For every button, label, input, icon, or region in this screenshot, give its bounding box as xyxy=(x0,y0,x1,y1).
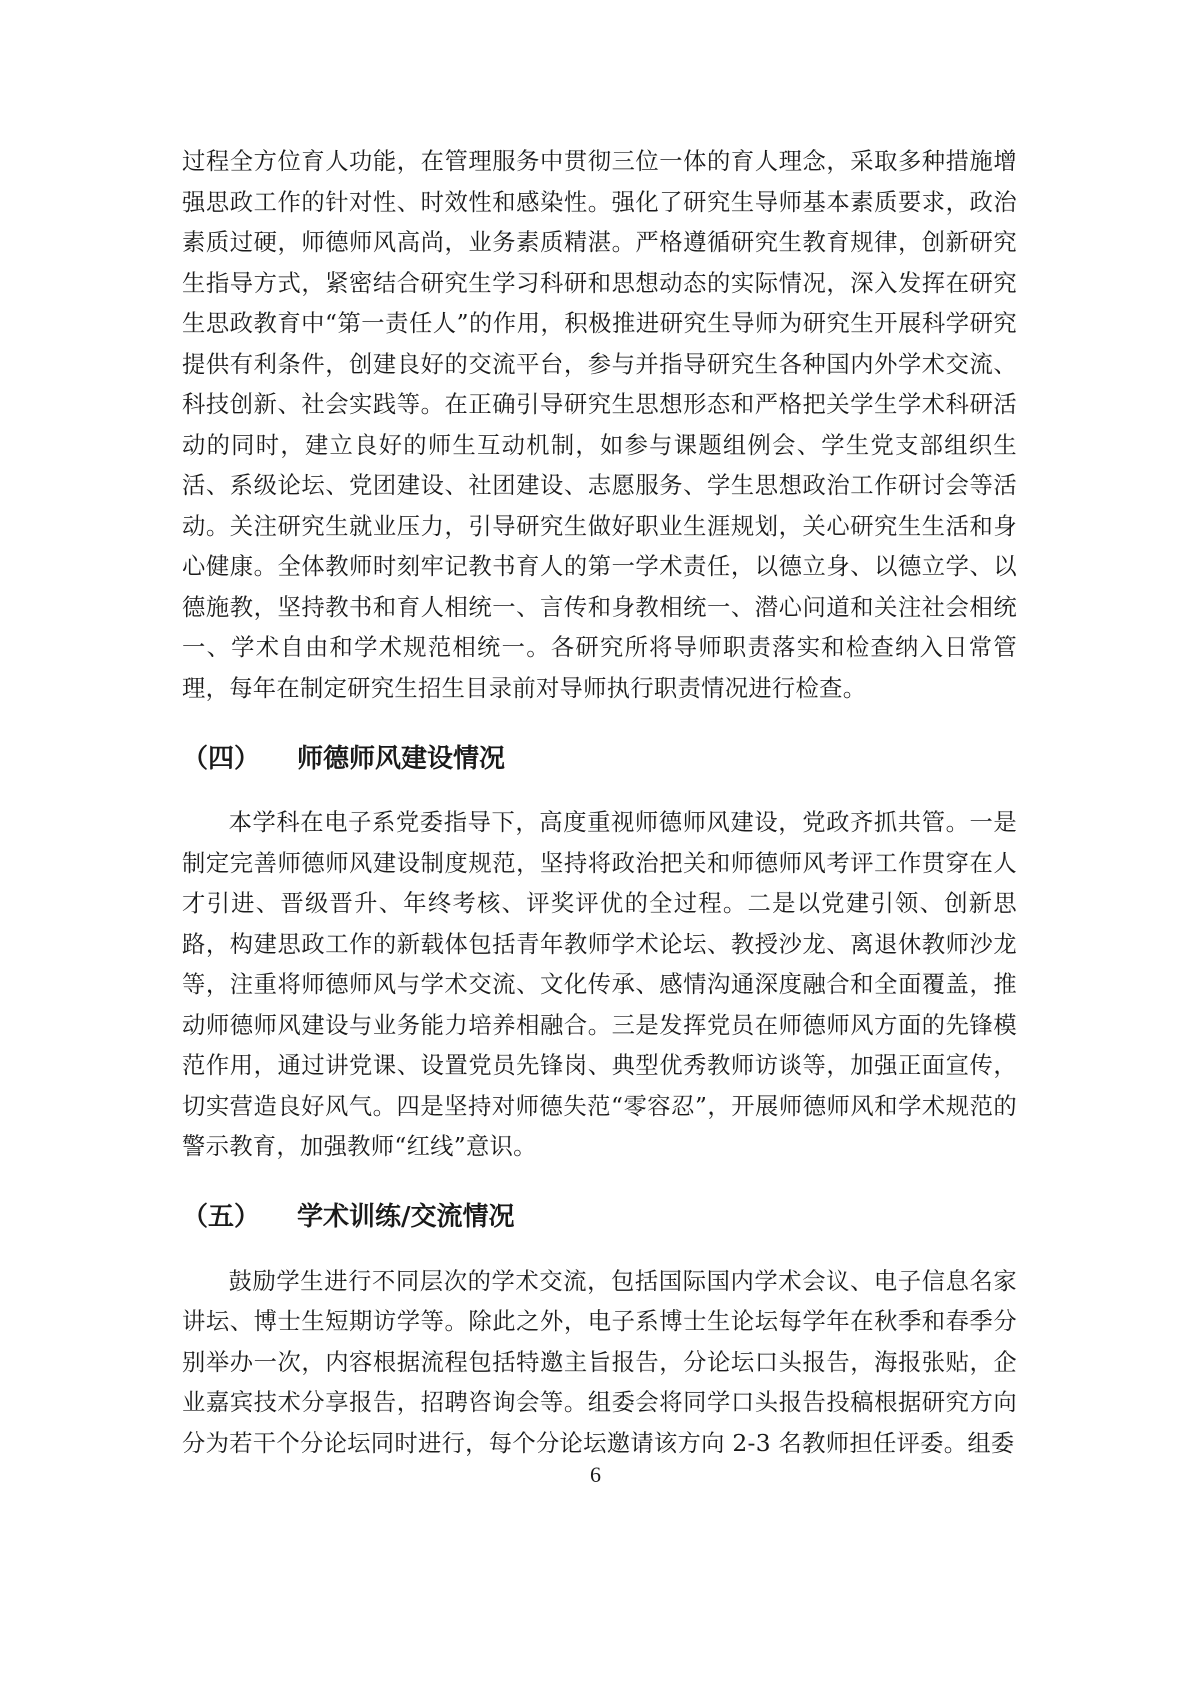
document-page xyxy=(182,142,1017,1464)
section-title: 学术训练/交流情况 xyxy=(297,1202,515,1232)
section-number: （四） xyxy=(182,743,261,774)
section-heading-5 xyxy=(182,1186,1017,1244)
section-number: （五） xyxy=(182,1202,261,1232)
page-number: 6 xyxy=(590,1462,601,1487)
section-4-paragraph: 本学科在电子系党委指导下，高度重视师德师风建设，党政齐抓共管。一是制定完善师德师风建设制度规范，坚持将政治把关和师德师风考评工作贯穿在人才引进、晋级晋升、年终考核、评奖评优的全过程。二是以党建引领、创新思路，构建思政工作的新载体包括青年教师学术论坛、教授沙龙、离退休教师沙龙等，注重将师德师风与学术交流、文化传承、感情沟通深度融合和全面覆盖，推动师德师风建设与业务能力培养相融合。三是发挥党员在师德师风方面的先锋模范作用，通过讲党课、设置党员先锋岗、典型优秀教师访谈等，加强正面宣传，切实营造良好风气。四是坚持对师德失范“零容忍”，开展师德师风和学术规范的警示教育，加强教师“红线”意识。 xyxy=(182,809,1017,1160)
continued-paragraph: 过程全方位育人功能，在管理服务中贯彻三位一体的育人理念，采取多种措施增强思政工作的针对性、时效性和感染性。强化了研究生导师基本素质要求，政治素质过硬，师德师风高尚，业务素质精湛。严格遵循研究生教育规律，创新研究生指导方式，紧密结合研究生学习科研和思想动态的实际情况，深入发挥在研究生思政教育中“第一责任人”的作用，积极推进研究生导师为研究生开展科学研究提供有利条件，创建良好的交流平台，参与并指导研究生各种国内外学术交流、科技创新、社会实践等。在正确引导研究生思想形态和严格把关学生学术科研活动的同时，建立良好的师生互动机制，如参与课题组例会、学生党支部组织生活、系级论坛、党团建设、社团建设、志愿服务、学生思想政治工作研讨会等活动。关注研究生就业压力，引导研究生做好职业生涯规划，关心研究生生活和身心健康。全体教师时刻牢记教书育人的第一学术责任，以德立身、以德立学、以德施教，坚持教书和育人相统一、言传和身教相统一、潜心问道和关注社会相统一、学术自由和学术规范相统一。各研究所将导师职责落实和检查纳入日常管理，每年在制定研究生招生目录前对导师执行职责情况进行检查。 xyxy=(182,148,1017,702)
section-5-paragraph: 鼓励学生进行不同层次的学术交流，包括国际国内学术会议、电子信息名家讲坛、博士生短期访学等。除此之外，电子系博士生论坛每学年在秋季和春季分别举办一次，内容根据流程包括特邀主旨报告，分论坛口头报告，海报张贴，企业嘉宾技术分享报告，招聘咨询会等。组委会将同学口头报告投稿根据研究方向分为若干个分论坛同时进行，每个分论坛邀请该方向 2-3 名教师担任评委。组委 xyxy=(182,1267,1017,1457)
section-heading-4 xyxy=(182,727,1017,785)
section-title: 师德师风建设情况 xyxy=(297,743,506,774)
